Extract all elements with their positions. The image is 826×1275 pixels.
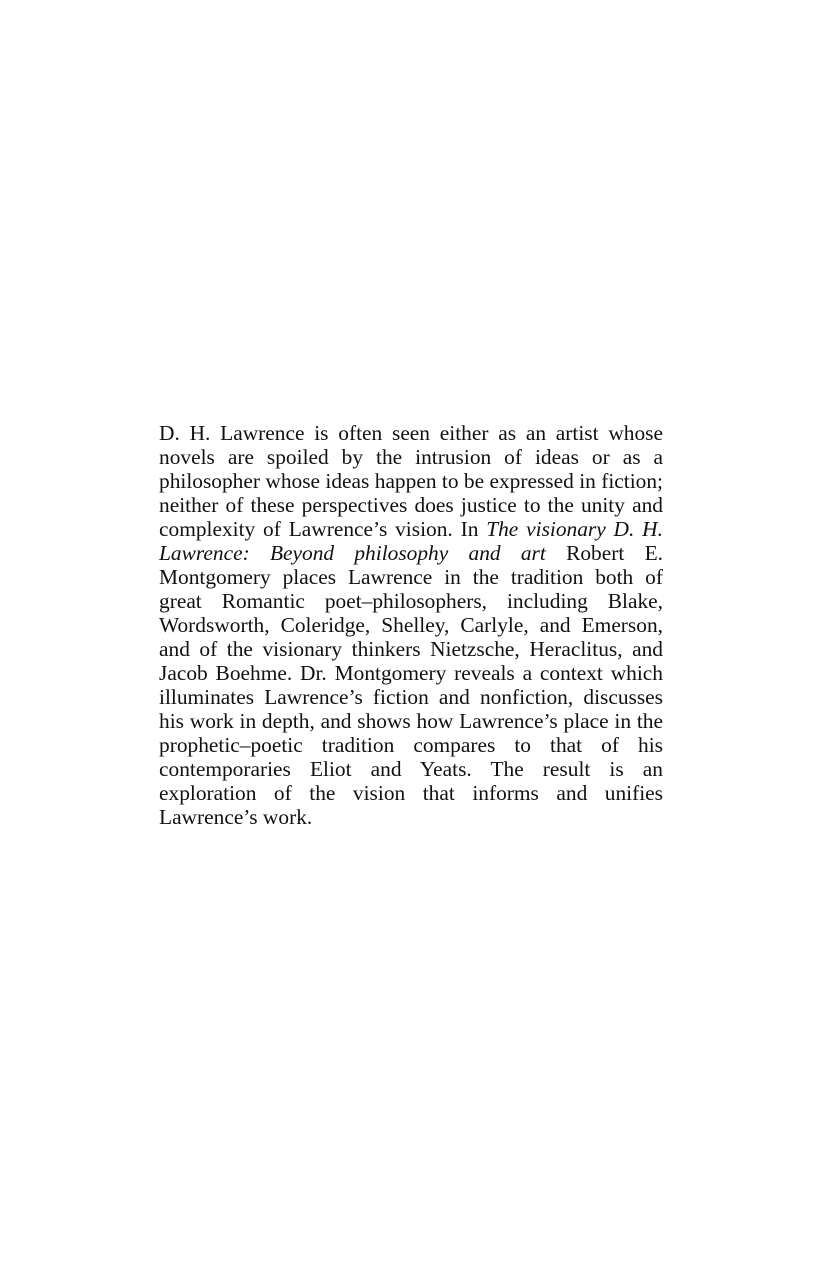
book-description-paragraph <box>159 421 663 829</box>
description-text-rest: Robert E. Montgomery places Lawrence in the tradition both of great Romantic poet–philosophers, including Blake, Wordsworth, Coleridge, Shelley, Carlyle, and Emerson, and of the visionary thinkers Nietzsche, Heraclitus, and Jacob Boehme. Dr. Montgomery reveals a context which illuminates Lawrence’s fiction and nonfiction, discusses his work in depth, and shows how Lawrence’s place in the prophetic–poetic tradition compares to that of his contemporaries Eliot and Yeats. The result is an exploration of the vision that informs and unifies Lawrence’s work. <box>159 541 663 829</box>
book-title: The visionary D. H. Lawrence: Beyond philosophy and art <box>159 517 663 565</box>
description-text-start: D. H. Lawrence is often seen either as an artist whose novels are spoiled by the intrusion of ideas or as a philosopher whose ideas happen to be expressed in fiction; neither of these perspectives does justice to the unity and complexity of Lawrence’s vision. In <box>159 421 663 541</box>
